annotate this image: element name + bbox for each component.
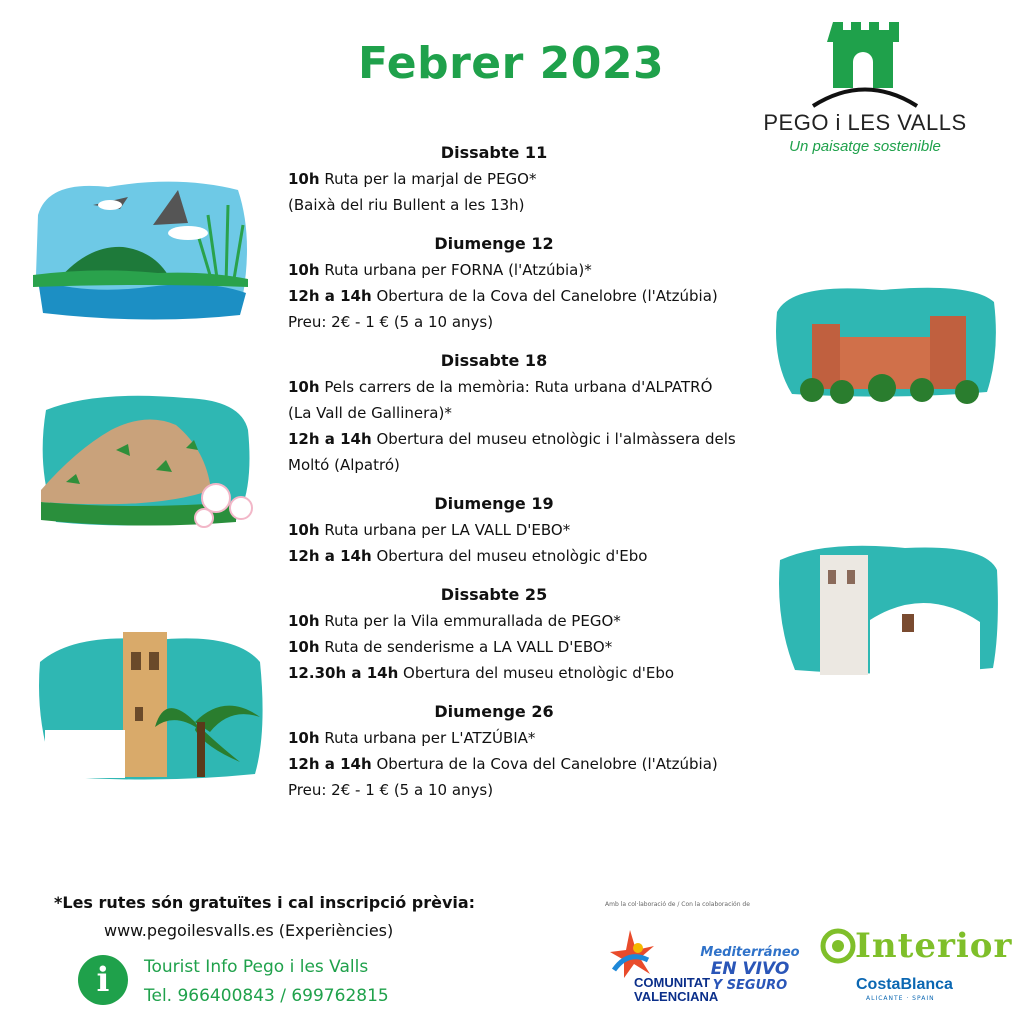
costablanca-subtitle: ALICANTE · SPAIN [866, 995, 935, 1002]
event-schedule [288, 140, 788, 816]
event-time: 12h a 14h [288, 287, 372, 305]
interior-logo-text: Interior [855, 926, 1013, 966]
event-time: 10h [288, 612, 320, 630]
event-line [288, 543, 788, 569]
event-line [288, 257, 788, 283]
costablanca-logo-text: CostaBlanca [856, 976, 953, 993]
event-time: 10h [288, 521, 320, 539]
collaboration-label: Amb la col·laboració de / Con la colaboración de [605, 901, 750, 908]
logo-name: PEGO i LES VALLS [763, 110, 967, 135]
day-block [288, 231, 788, 335]
event-text: Ruta urbana per L'ATZÚBIA* [319, 729, 536, 747]
event-time: 12h a 14h [288, 547, 372, 565]
event-text: Preu: 2€ - 1 € (5 a 10 anys) [288, 313, 494, 331]
registration-note: *Les rutes són gratuïtes i cal inscripció prèvia: [54, 893, 476, 912]
event-time: 10h [288, 729, 320, 747]
event-line [288, 192, 788, 218]
event-time: 10h [288, 378, 320, 396]
event-text: Pels carrers de la memòria: Ruta urbana d'ALPATRÓ [319, 378, 713, 396]
event-line [288, 452, 788, 478]
event-text: (Baixà del riu Bullent a les 13h) [288, 196, 525, 214]
event-text: Obertura del museu etnològic d'Ebo [398, 664, 675, 682]
event-line [288, 309, 788, 335]
day-block [288, 699, 788, 803]
event-time: 12.30h a 14h [288, 664, 399, 682]
info-icon: i [78, 955, 128, 1005]
event-line [288, 777, 788, 803]
mountain-illustration [36, 390, 258, 540]
day-heading: Dissabte 11 [440, 143, 548, 162]
event-text: Moltó (Alpatró) [288, 456, 400, 474]
tourist-info-title: Tourist Info Pego i les Valls [144, 957, 369, 977]
event-line [288, 400, 788, 426]
event-text: Obertura de la Cova del Canelobre (l'Atzúbia) [371, 755, 718, 773]
day-block [288, 491, 788, 569]
event-line [288, 634, 788, 660]
event-text: Ruta per la Vila emmurallada de PEGO* [319, 612, 621, 630]
event-line [288, 374, 788, 400]
day-heading: Dissabte 18 [440, 351, 548, 370]
event-line [288, 608, 788, 634]
event-time: 10h [288, 261, 320, 279]
mediterraneo-logo: Mediterráneo EN VIVO Y SEGURO [700, 945, 800, 993]
marsh-birds-illustration [28, 175, 258, 320]
event-time: 12h a 14h [288, 755, 372, 773]
event-text: Ruta urbana per LA VALL D'EBO* [319, 521, 571, 539]
event-line [288, 660, 788, 686]
event-text: Preu: 2€ - 1 € (5 a 10 anys) [288, 781, 494, 799]
comunitat-valenciana-text: COMUNITAT VALENCIANA [634, 975, 719, 1004]
church-illustration [775, 540, 1000, 680]
day-heading: Dissabte 25 [440, 585, 548, 604]
event-line [288, 283, 788, 309]
logo-tagline: Un paisatge sostenible [789, 138, 941, 155]
event-line [288, 751, 788, 777]
event-text: Ruta urbana per FORNA (l'Atzúbia)* [319, 261, 592, 279]
event-line [288, 517, 788, 543]
day-heading: Diumenge 12 [434, 234, 554, 253]
day-block [288, 582, 788, 686]
day-block [288, 348, 788, 478]
castle-illustration [772, 282, 1000, 407]
event-time: 10h [288, 170, 320, 188]
event-text: Obertura del museu etnològic i l'almàssera dels [371, 430, 736, 448]
event-text: Obertura del museu etnològic d'Ebo [371, 547, 648, 565]
tower-palms-illustration [35, 612, 267, 782]
event-time: 10h [288, 638, 320, 656]
event-text: Ruta de senderisme a LA VALL D'EBO* [319, 638, 613, 656]
event-text: Obertura de la Cova del Canelobre (l'Atzúbia) [371, 287, 718, 305]
event-line [288, 166, 788, 192]
castle-tower-icon [805, 18, 925, 108]
event-line [288, 725, 788, 751]
day-block [288, 140, 788, 218]
interior-spiral-icon [820, 922, 856, 968]
page-title: Febrer 2023 [358, 38, 665, 89]
website-link[interactable]: www.pegoilesvalls.es (Experiències) [104, 921, 394, 940]
day-heading: Diumenge 26 [434, 702, 554, 721]
pego-logo [760, 18, 970, 168]
day-heading: Diumenge 19 [434, 494, 554, 513]
event-text: Ruta per la marjal de PEGO* [319, 170, 537, 188]
event-line [288, 426, 788, 452]
tourist-info-phone[interactable]: Tel. 966400843 / 699762815 [144, 986, 389, 1006]
event-time: 12h a 14h [288, 430, 372, 448]
event-text: (La Vall de Gallinera)* [288, 404, 452, 422]
